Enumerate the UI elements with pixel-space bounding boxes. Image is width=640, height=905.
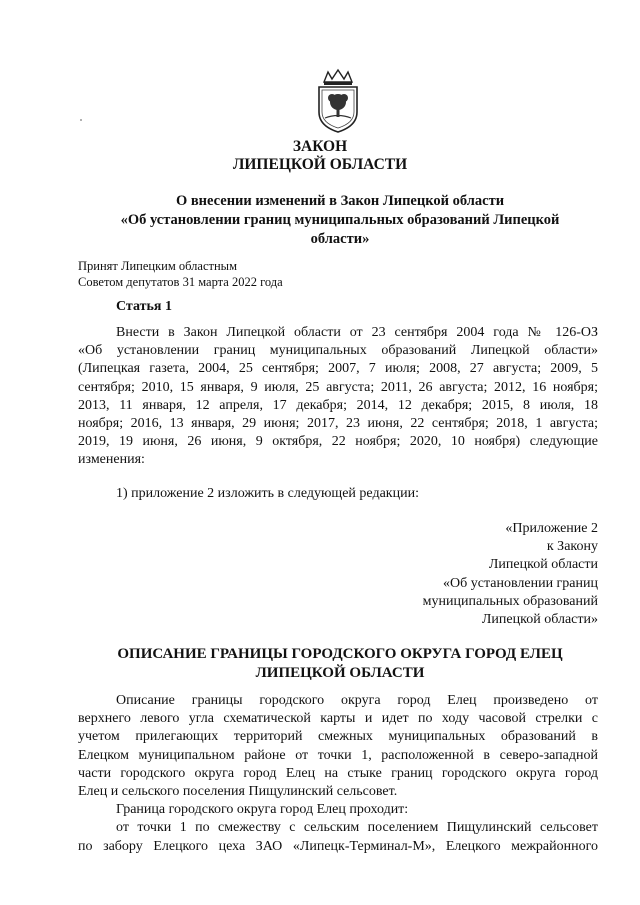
article-line: 2019, 19 июня, 26 июня, 9 октября, 22 ноября; 2020, 10 ноября) следующие: [78, 434, 598, 450]
article-line: сентября; 2010, 15 января, 9 июля, 25 августа; 2011, 26 августа; 2012, 16 ноября;: [78, 379, 598, 395]
adoption-line2: Советом депутатов 31 марта 2022 года: [78, 274, 283, 289]
description-title-line2: ЛИПЕЦКОЙ ОБЛАСТИ: [255, 664, 425, 681]
description-line: Описание границы городского округа город Елец произведено от: [116, 693, 598, 708]
appendix-line: Липецкой области: [488, 557, 598, 573]
subject-line1: О внесении изменений в Закон Липецкой области: [175, 193, 505, 209]
appendix-line: Липецкой области»: [481, 612, 598, 628]
appendix-line: муниципальных образований: [422, 593, 598, 609]
article-line: ноября; 2016, 13 января, 29 июня; 2017, 23 июня, 22 сентября; 2018, 1 августа;: [78, 416, 598, 432]
article-line: (Липецкая газета, 2004, 25 сентября; 2007, 7 июля; 2008, 27 августа; 2009, 5: [78, 361, 598, 377]
coat-of-arms-icon: [315, 68, 361, 134]
description-line: от точки 1 по смежеству с сельским поселением Пищулинский сельсовет: [116, 820, 598, 836]
subject-line2: «Об установлении границ муниципальных образований Липецкой: [120, 212, 560, 228]
amendment-item-1: 1) приложение 2 изложить в следующей редакции:: [116, 486, 419, 501]
description-line: по забору Елецкого цеха ЗАО «Липецк-Терминал-М», Елецкого межрайонного: [78, 838, 598, 854]
description-line: Елец и сельского поселения Пищулинский сельсовет.: [78, 784, 398, 800]
article-heading: Статья 1: [116, 299, 172, 314]
description-line: части городского округа город Елец на стыке границ городского округа город: [78, 765, 598, 781]
adoption-note: [78, 259, 283, 290]
description-line: Елецком муниципальном районе от точки 1, расположенной в северо-западной: [78, 747, 598, 763]
law-title-line2: ЛИПЕЦКОЙ ОБЛАСТИ: [232, 156, 408, 173]
law-title-line1: ЗАКОН: [292, 138, 348, 155]
article-line: Внести в Закон Липецкой области от 23 сентября 2004 года № 126-ОЗ: [116, 325, 598, 340]
appendix-header: [423, 520, 598, 629]
article-body: [78, 324, 598, 470]
description-line: верхнего левого угла схематической карты и идет по ходу часовой стрелки с: [78, 711, 598, 727]
appendix-line: «Об установлении границ: [443, 575, 598, 591]
article-line: «Об установлении границ муниципальных образований Липецкой области»: [78, 343, 598, 359]
adoption-line1: Принят Липецким областным: [78, 259, 237, 273]
description-paragraph-1: [78, 692, 598, 856]
appendix-line: «Приложение 2: [505, 521, 598, 536]
description-title: [60, 645, 620, 682]
appendix-line: к Закону: [546, 539, 598, 555]
description-line: учетом прилегающих территорий смежных муниципальных образований в: [78, 729, 598, 745]
article-line: изменения:: [78, 452, 145, 468]
article-line: 2013, 11 января, 12 апреля, 17 декабря; 2014, 12 декабря; 2015, 8 июля, 18: [78, 397, 598, 413]
description-title-line1: ОПИСАНИЕ ГРАНИЦЫ ГОРОДСКОГО ОКРУГА ГОРОД ЕЛЕЦ: [117, 646, 563, 662]
scan-speck: [80, 119, 82, 121]
description-paragraph-2: Граница городского округа город Елец проходит:: [116, 802, 409, 818]
subject-line3: области»: [310, 231, 370, 247]
